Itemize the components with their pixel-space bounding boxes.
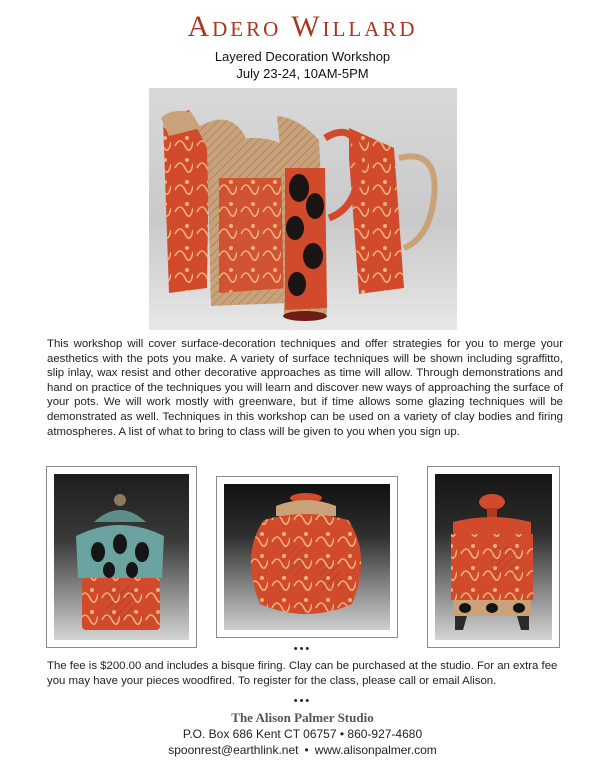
separator-dots-top: •••	[293, 643, 312, 655]
hero-pottery-photo	[149, 88, 457, 330]
contact-line	[0, 743, 605, 757]
workshop-description: This workshop will cover surface-decoration techniques and offer strategies for you to merge your aesthetics with the pots you make. A variety of surface techniques will be shown including sgraffitto, slip inlay, wax resist and other decorative approaches as time will allow. Through demonstrations and hand on practice of the techniques you will learn and discover new ways of approaching the surface of your pots. We will work mostly with greenware, but if time allows some glazing techniques will be demonstrated as well. Techniques in this workshop can be used on a variety of clay bodies and firing atmospheres. A list of what to bring to class will be given to you when you sign up.	[47, 338, 563, 438]
studio-name: The Alison Palmer Studio	[231, 710, 374, 725]
artist-name-title: Adero Willard	[187, 10, 418, 43]
photo-lidded-jar-teal	[46, 466, 197, 648]
photo-round-vessel	[216, 476, 398, 638]
teal-jar-illustration	[54, 474, 187, 638]
website-link[interactable]: www.alisonpalmer.com	[314, 743, 437, 757]
studio-address: P.O. Box 686 Kent CT 06757 • 860-927-4680	[182, 727, 423, 741]
workshop-dates: July 23-24, 10AM-5PM	[236, 66, 369, 81]
fee-information: The fee is $200.00 and includes a bisque firing. Clay can be purchased at the studio. For an extra fee you may have your pieces woodfired. To register for the class, please call or email Alison.	[47, 660, 558, 687]
pitchers-illustration	[149, 88, 457, 330]
footed-box-illustration	[435, 474, 550, 638]
round-vessel-illustration	[224, 484, 388, 628]
photo-footed-box	[427, 466, 560, 648]
contact-bullet: •	[304, 743, 309, 757]
separator-dots-bottom: •••	[293, 695, 312, 707]
email-link[interactable]: spoonrest@earthlink.net	[168, 743, 299, 757]
workshop-title: Layered Decoration Workshop	[214, 49, 391, 64]
